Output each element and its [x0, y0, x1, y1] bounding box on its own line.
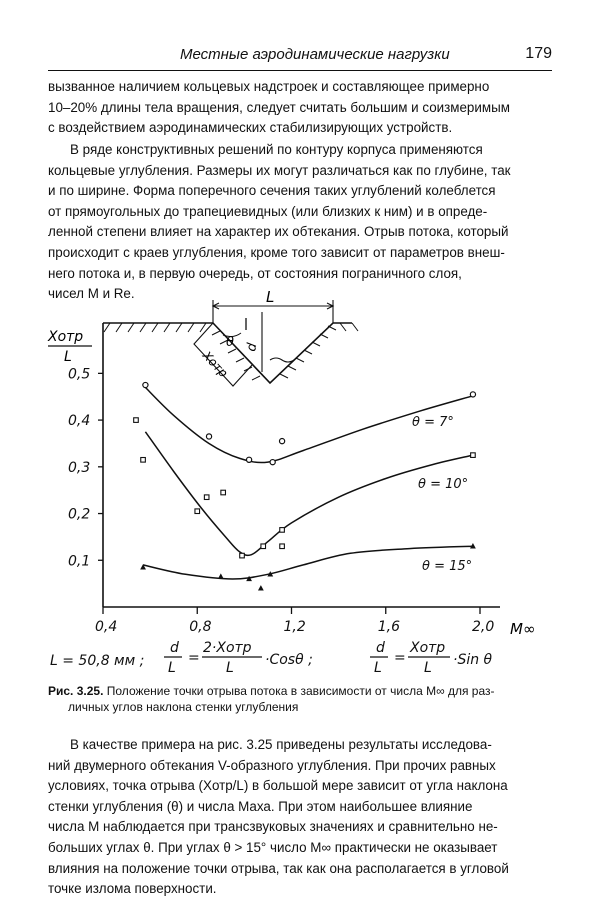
- formula-L-value: L = 50,8 мм ;: [50, 653, 145, 669]
- formula2-rhs-den: L: [424, 660, 432, 676]
- data-point-triangle: [218, 573, 224, 578]
- legend-layer: [412, 415, 472, 574]
- text-line: кольцевые углубления. Размеры их могут различаться как по глубине, так: [48, 162, 511, 178]
- running-title: Местные аэродинамические нагрузки: [180, 46, 450, 63]
- text-line: 10–20% длины тела вращения, следует считать большим и соизмеримым: [48, 99, 510, 115]
- text-line: больших углах θ. При углах θ > 15° число M∞ практически не оказывает: [48, 839, 498, 855]
- data-point-square: [471, 453, 476, 458]
- x-tick-label: 0,4: [95, 619, 118, 635]
- caption-line: личных углов наклона стенки углубления: [68, 700, 299, 714]
- paragraph-3: [48, 735, 552, 900]
- figure-caption: [48, 683, 552, 715]
- x-tick-label: 2,0: [472, 619, 495, 635]
- formula1-rhs-num: 2·Xотр: [203, 640, 252, 656]
- formula1-d: d: [170, 640, 179, 656]
- text-line: точке излома поверхности.: [48, 881, 217, 897]
- data-point-square: [280, 528, 285, 533]
- page-number: 179: [525, 45, 552, 62]
- caption-line: [48, 683, 552, 699]
- text-line: влияния на положение точки отрыва, так как она располагается в угловой: [48, 860, 509, 876]
- formula2-eq: =: [394, 650, 406, 666]
- y-tick-label: 0,4: [68, 413, 91, 430]
- sketch-label-xotr: Xотр: [199, 348, 231, 381]
- x-tick-label: 1,2: [283, 619, 306, 635]
- tick-layer: [68, 366, 494, 635]
- data-point-circle: [143, 382, 148, 387]
- legend-label-1: θ = 7°: [412, 415, 454, 430]
- formula2-rhs-num: Xотр: [410, 640, 446, 656]
- text-line: чисел M и Re.: [48, 286, 135, 302]
- x-tick-label: 0,8: [189, 619, 212, 635]
- formula2-tail: ·Sin θ: [453, 652, 493, 668]
- formula1-tail: ·Cosθ ;: [265, 652, 313, 668]
- legend-label-3: θ = 15°: [422, 559, 473, 574]
- text-line: условиях, точка отрыва (Xотр/L) в большой мере зависит от угла наклона: [48, 778, 508, 794]
- x-axis-label: M∞: [510, 620, 536, 638]
- sketch-label-theta: θ: [226, 335, 234, 350]
- data-point-square: [141, 458, 146, 463]
- text-line: ленной степени влияет на характер их обтекания. Отрыв потока, который: [48, 224, 509, 240]
- text-line: В ряде конструктивных решений по контуру корпуса применяются: [70, 142, 483, 157]
- y-tick-label: 0,5: [68, 366, 91, 383]
- wave-mark: [270, 358, 294, 362]
- data-point-triangle: [258, 585, 264, 590]
- y-axis-label-den: L: [64, 349, 72, 365]
- formula2-d: d: [376, 640, 385, 656]
- data-point-circle: [246, 457, 251, 462]
- formula1-rhs-den: L: [226, 660, 234, 676]
- data-point-circle: [206, 434, 211, 439]
- surface-hatching: [104, 323, 358, 380]
- data-point-square: [134, 418, 139, 423]
- y-tick-label: 0,3: [68, 459, 91, 476]
- text-line: происходит с краев углубления, кроме того зависит от параметров внеш-: [48, 244, 505, 260]
- data-point-square: [221, 490, 226, 495]
- data-point-circle: [270, 460, 275, 465]
- text-line: числа M наблюдается при трансзвуковых значениях и сравнительно не-: [48, 819, 498, 835]
- text-line: вызванное наличием кольцевых надстроек и составляющее примерно: [48, 79, 490, 94]
- text-line: него потока и, в первую очередь, от состояния пограничного слоя,: [48, 265, 462, 281]
- text-line: ний двумерного обтекания V-образного углубления. При прочих равных: [48, 757, 496, 773]
- formula1-L: L: [168, 660, 176, 676]
- formula1-eq: =: [188, 650, 200, 666]
- data-point-circle: [279, 439, 284, 444]
- series-curve-2: [145, 432, 473, 556]
- text-line: В качестве примера на рис. 3.25 приведены результаты исследова-: [70, 737, 492, 752]
- y-tick-label: 0,2: [68, 506, 91, 523]
- sketch-label-d: d: [244, 341, 261, 353]
- data-point-square: [261, 544, 266, 549]
- text-line: и по ширине. Форма поперечного сечения таких углублений колеблется: [48, 183, 496, 199]
- data-point-square: [280, 544, 285, 549]
- caption-label: Рис. 3.25.: [48, 684, 104, 698]
- legend-label-2: θ = 10°: [418, 477, 469, 492]
- data-point-square: [204, 495, 209, 500]
- sketch-label-L: L: [266, 288, 275, 306]
- caption-text: Положение точки отрыва потока в зависимости от числа M∞ для раз-: [106, 684, 495, 698]
- text-line: от прямоугольных до трапециевидных (или близких к ним) и в опреде-: [48, 203, 488, 219]
- y-axis-label-num: Xотр: [48, 329, 84, 345]
- y-tick-label: 0,1: [68, 553, 91, 570]
- text-line: стенки углубления (θ) и числа Маха. При этом наибольшее влияние: [48, 798, 473, 814]
- data-point-square: [240, 553, 245, 558]
- formula-row: [50, 640, 493, 676]
- text-line: с воздействием аэродинамических стабилизирующих устройств.: [48, 120, 453, 136]
- data-point-circle: [470, 392, 475, 397]
- x-tick-label: 1,6: [377, 619, 401, 635]
- formula2-L: L: [374, 660, 382, 676]
- data-point-square: [195, 509, 200, 514]
